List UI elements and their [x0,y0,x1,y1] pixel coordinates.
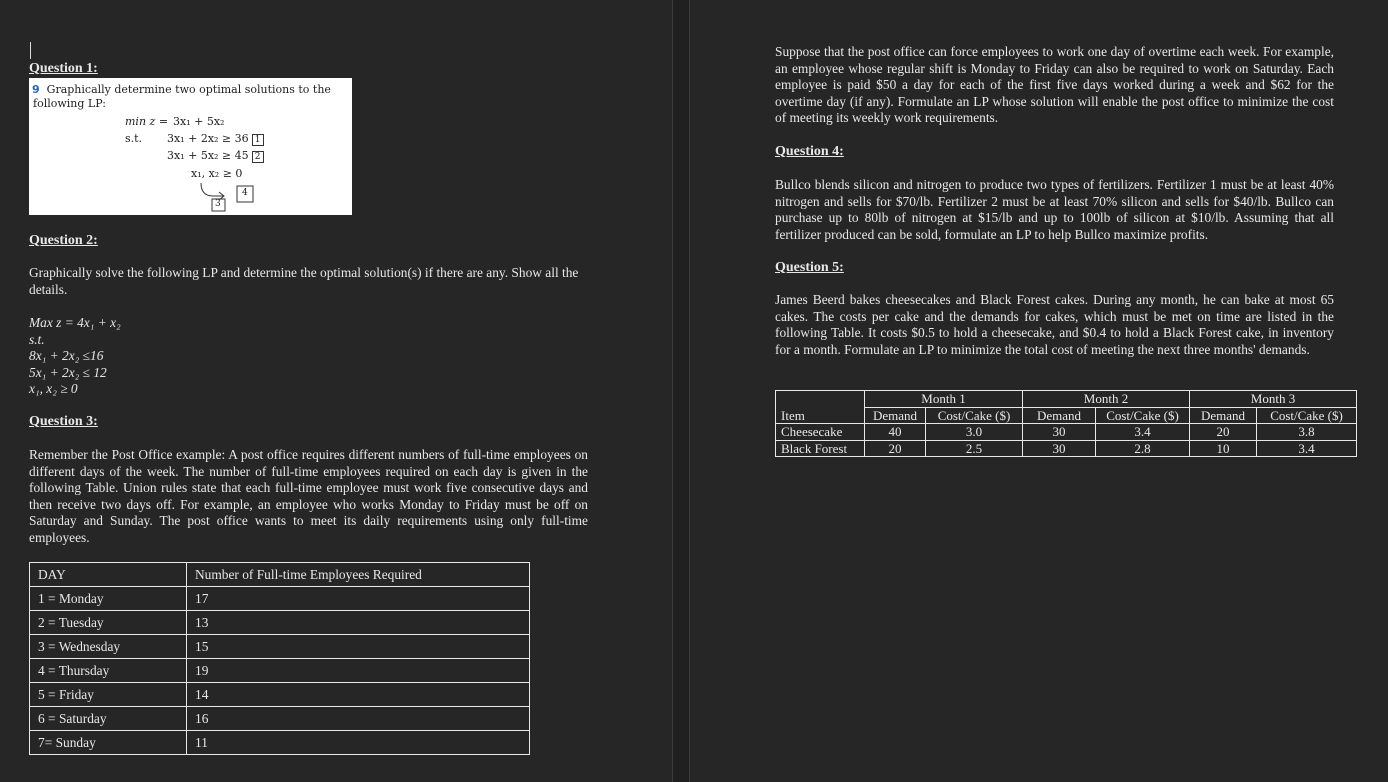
q1-st-label: s.t. [125,132,143,145]
question1-heading: Question 1: [29,61,98,76]
q1-constraint1: 3x₁ + 2x₂ ≥ 36 1 [167,132,264,146]
q2-objective: Max z = 4x₁ + x₂ [29,315,121,330]
question4-heading: Question 4: [775,144,844,159]
table-header-row [30,563,530,587]
q1-constraint2: 3x₁ + 5x₂ ≥ 45 2 [167,149,264,163]
q2-nonneg: x₁, x₂ ≥ 0 [29,381,78,396]
question3-text: Remember the Post Office example: A post office requires different numbers of full-time employees on different days of the week. The number of full-time employees required on each day is given in the following Table. Union rules state that each full-time employee must work five consecutive days and then receive two days off. For example, an employee who works Monday to Friday must be off on Saturday and Sunday. The post office wants to meet its daily requirements using only full-time employees. [29,447,588,545]
month-3-header: Month 3 [1190,391,1357,408]
cake-demand-table [775,390,1357,457]
question5-heading: Question 5: [775,260,844,275]
q2-constraint2: 5x₁ + 2x₂ ≤ 12 [29,365,107,380]
table-row: 4 = Thursday 19 [30,659,530,683]
table-row: 6 = Saturday 16 [30,707,530,731]
handwritten-mark-4: 4 [242,188,248,198]
table-row: 5 = Friday 14 [30,683,530,707]
q2-constraint1: 8x₁ + 2x₂ ≤16 [29,348,104,363]
question3-continuation: Suppose that the post office can force employees to work one day of overtime each week. For example, an employee whose regular shift is Monday to Friday can also be required to work on Saturday. Each employee is paid $50 a day for each of the first five days worked during a week and $62 for the overtime day (if any). Formulate an LP whose solution will enable the post office to minimize the cost of meeting its weekly work requirements. [775,44,1334,126]
handwritten-arrow-icon [195,180,265,214]
page-gutter [672,0,690,782]
question1-image[interactable] [29,78,352,215]
table-row: 3 = Wednesday 15 [30,635,530,659]
document-page-left [0,0,672,782]
q1-nonneg: x₁, x₂ ≥ 0 [191,167,243,180]
item-header: Item [776,407,865,424]
handwritten-mark-3: 3 [215,199,221,209]
table-header-day: DAY [30,563,187,587]
month-2-header: Month 2 [1023,391,1190,408]
handwritten-mark-2: 2 [252,151,264,163]
text-cursor [30,42,31,59]
q1-prompt-line1: 9 Graphically determine two optimal solutions to the [32,83,331,96]
table-month-row [776,391,1357,408]
table-row: 1 = Monday 17 [30,587,530,611]
question5-text: James Beerd bakes cheesecakes and Black Forest cakes. During any month, he can bake at most 65 cakes. The costs per cake and the demands for cakes, which must be met on time are listed in the following Table. It costs $0.5 to hold a cheesecake, and $0.4 to hold a Black Forest cake, in inventory for a month. Formulate an LP to minimize the total cost of meeting the next three months' demands. [775,292,1334,357]
q2-st: s.t. [29,332,45,347]
question2-heading: Question 2: [29,233,98,248]
question2-text: Graphically solve the following LP and determine the optimal solution(s) if there are any. Show all the details. [29,265,579,297]
problem-number: 9 [32,83,40,96]
table-row: Cheesecake 40 3.0 30 3.4 20 3.8 [776,424,1357,441]
question3-heading: Question 3: [29,414,98,429]
table-header-employees: Number of Full-time Employees Required [187,563,530,587]
table-subheader-row: Item Demand Cost/Cake ($) Demand Cost/Cake ($) Demand Cost/Cake ($) [776,407,1357,424]
handwritten-mark-1: 1 [252,134,264,146]
table-row: 7= Sunday 11 [30,731,530,755]
q1-objective-label: min z = [125,115,169,128]
table-row: 2 = Tuesday 13 [30,611,530,635]
question4-text: Bullco blends silicon and nitrogen to produce two types of fertilizers. Fertilizer 1 must be at least 40% nitrogen and sells for $70/lb. Fertilizer 2 must be at least 70% silicon and sells for $40/lb. Bullco can purchase up to 80lb of nitrogen at $15/lb and up to 100lb of silicon at $10/lb. Assuming that all fertilizer produced can be sold, formulate an LP to help Bullco maximize profits. [775,177,1334,242]
q1-prompt-line2: following LP: [33,97,106,110]
q1-objective: 3x₁ + 5x₂ [173,115,225,128]
month-1-header: Month 1 [865,391,1023,408]
employees-required-table [29,562,530,755]
table-row: Black Forest 20 2.5 30 2.8 10 3.4 [776,440,1357,457]
